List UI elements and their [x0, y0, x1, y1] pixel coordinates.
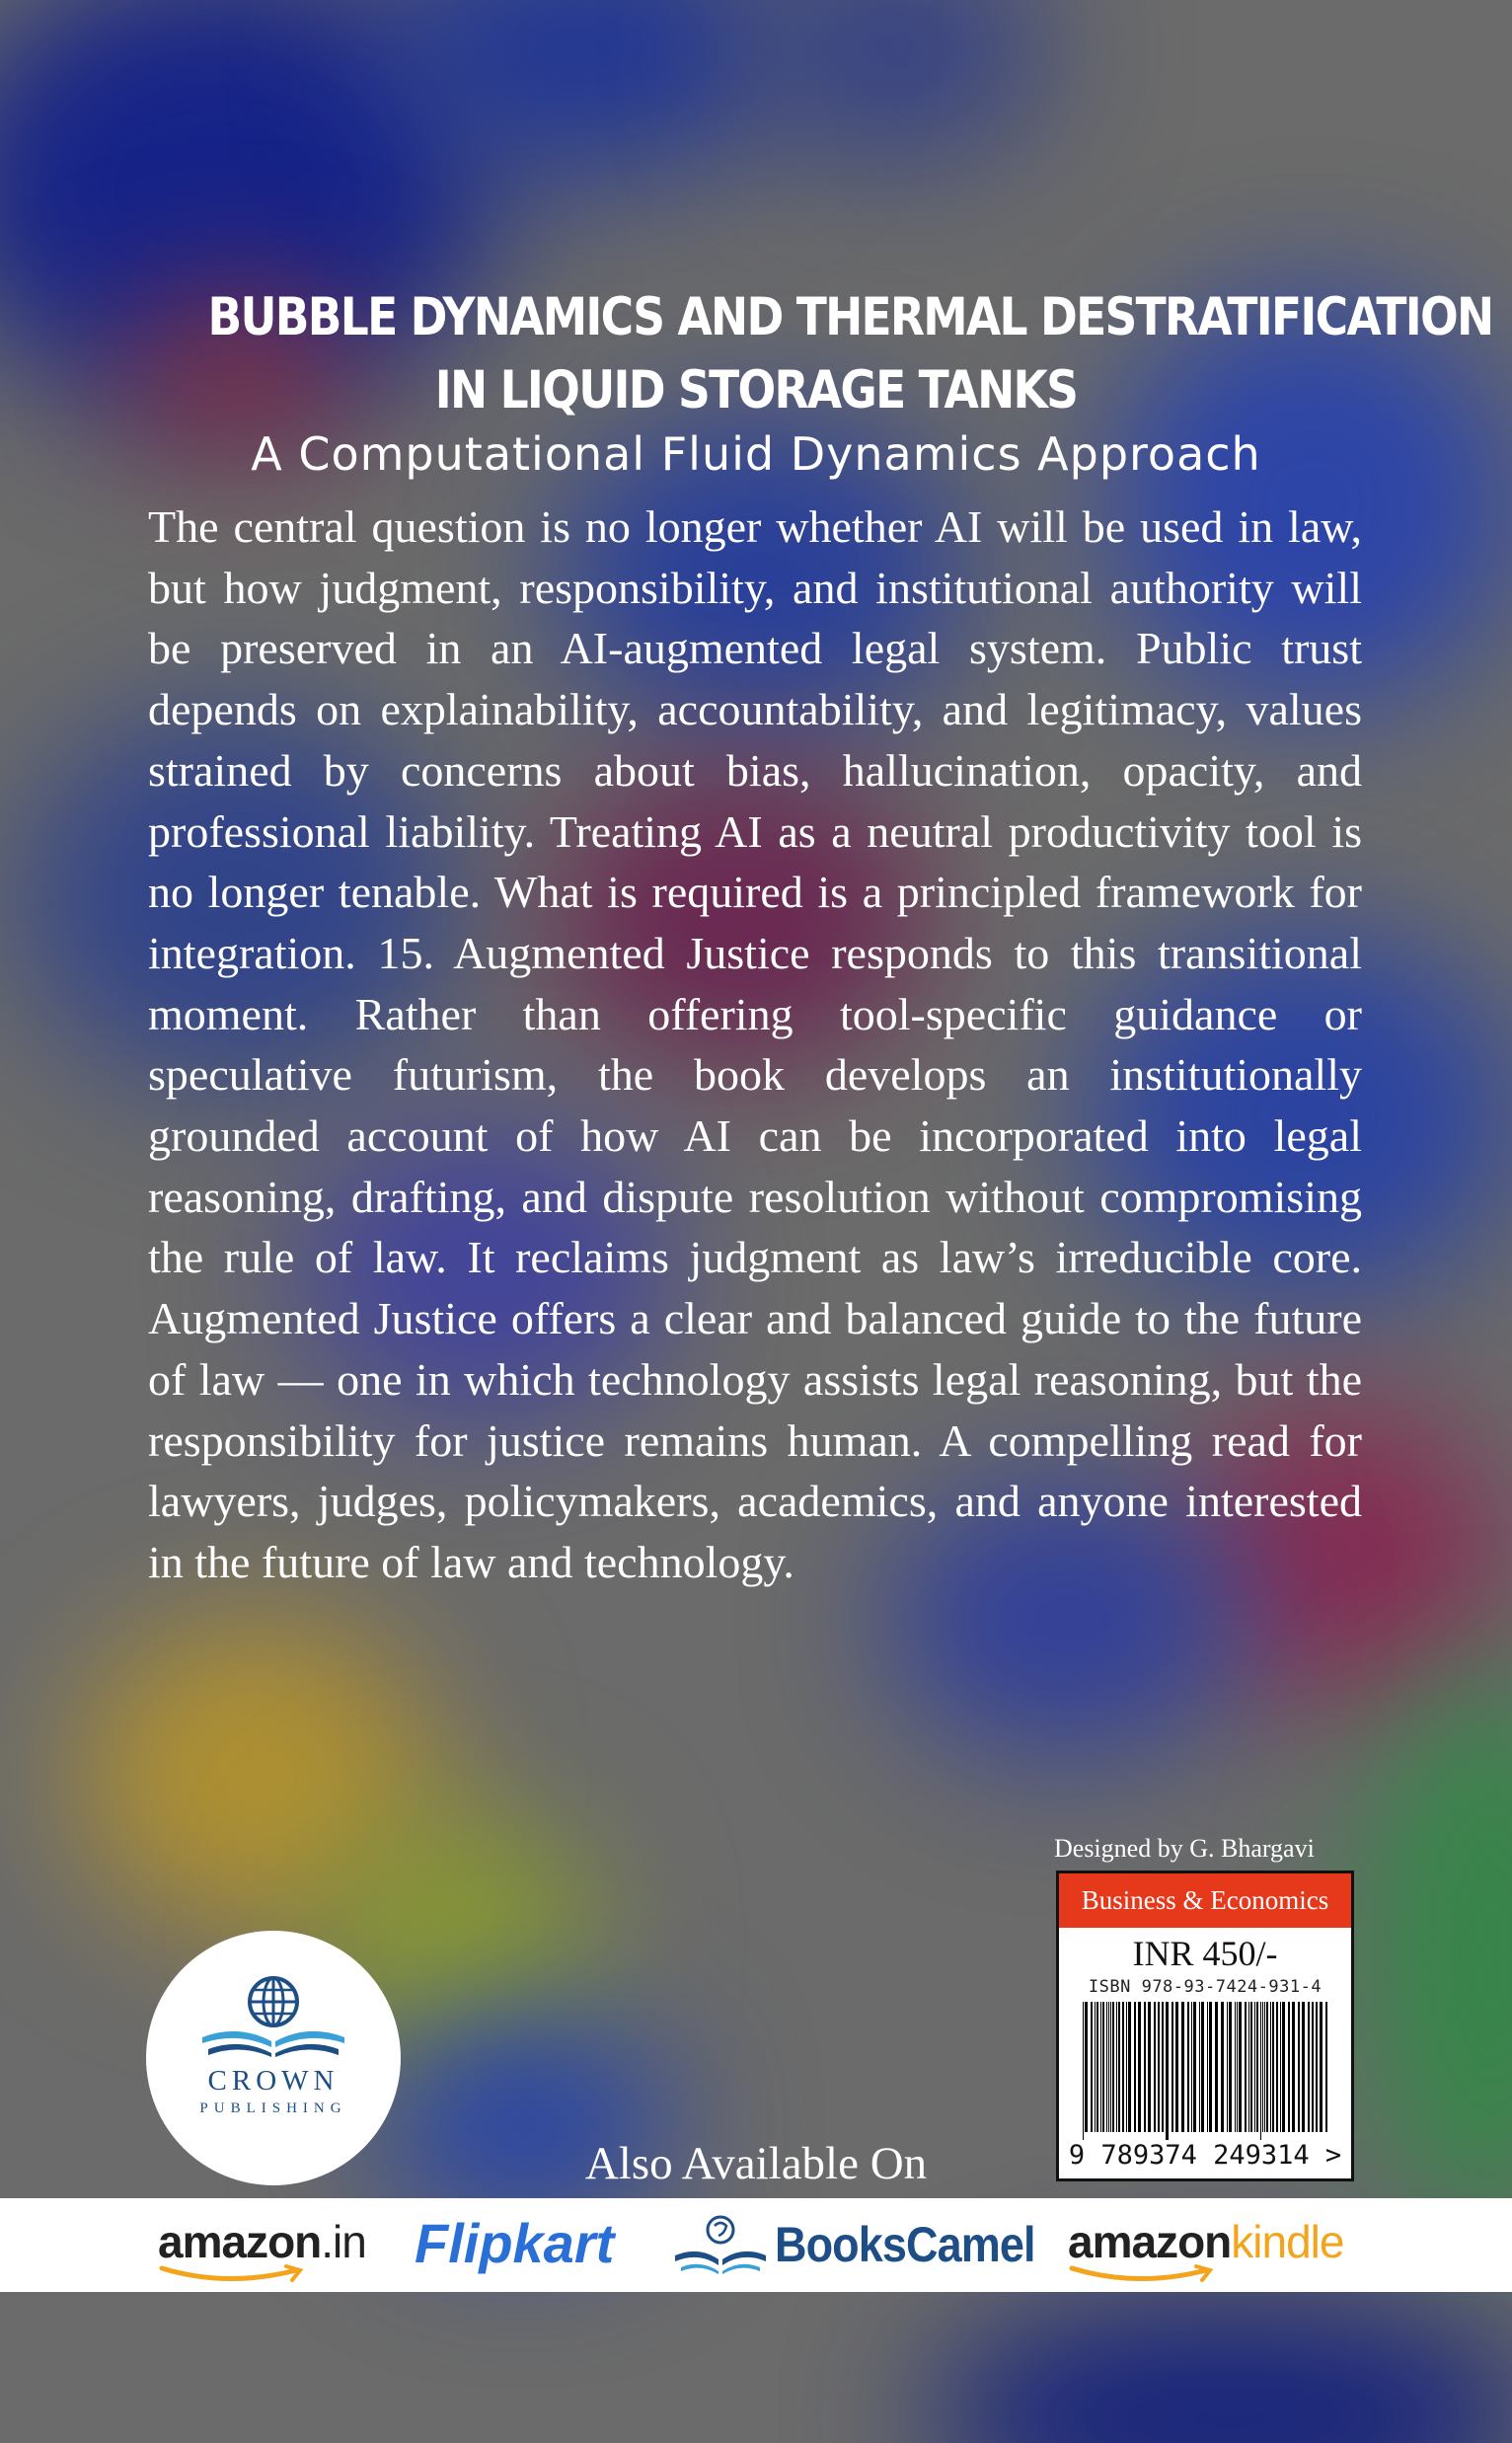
barcode-bar: [1106, 2002, 1107, 2132]
publisher-subtitle: PUBLISHING: [199, 2100, 347, 2116]
barcode-bar: [1235, 2002, 1236, 2132]
barcode-bar: [1181, 2002, 1184, 2132]
barcode-bar: [1254, 2002, 1255, 2132]
barcode-box: [1056, 1870, 1354, 2181]
barcode-bar: [1266, 2002, 1268, 2132]
barcode-bar: [1227, 2002, 1228, 2132]
barcode-bar: [1262, 2002, 1263, 2132]
amazon-in-wordmark: amazon: [158, 2216, 322, 2267]
barcode-bar: [1215, 2002, 1218, 2132]
barcode-bar: [1110, 2002, 1111, 2132]
barcode-bar: [1154, 2002, 1156, 2132]
barcode-bar: [1118, 2002, 1120, 2132]
barcode-bar: [1276, 2002, 1278, 2132]
isbn-label: ISBN 978-93-7424-931-4: [1088, 1977, 1323, 1997]
barcode-bar: [1175, 2002, 1178, 2132]
amazon-in-suffix: .in: [321, 2216, 366, 2267]
barcode-bar: [1229, 2002, 1232, 2132]
barcode-bar: [1250, 2002, 1252, 2132]
barcode-bar: [1102, 2002, 1104, 2132]
barcode-bars: [1083, 2002, 1331, 2140]
barcode-bar: [1128, 2002, 1131, 2132]
barcode-bar: [1100, 2002, 1101, 2132]
barcode-bar: [1308, 2002, 1310, 2132]
barcode-bar: [1292, 2002, 1295, 2132]
barcode-bar: [1239, 2002, 1242, 2132]
kindle-amazon-wordmark: amazon: [1068, 2216, 1232, 2267]
publisher-name: CROWN: [207, 2065, 340, 2097]
barcode-bar: [1112, 2002, 1114, 2132]
title-line-1: BUBBLE DYNAMICS AND THERMAL DESTRATIFICATION: [207, 287, 1493, 347]
barcode-bar: [1325, 2002, 1327, 2132]
globe-book-icon: [194, 1972, 352, 2066]
price-label: INR 450/-: [1132, 1934, 1278, 1973]
barcode-bar: [1221, 2002, 1224, 2132]
barcode-bar: [1245, 2002, 1247, 2132]
barcode-bar: [1260, 2002, 1261, 2140]
flipkart-logo: Flipkart: [415, 2212, 615, 2274]
bookscamel-icon: [671, 2212, 770, 2281]
barcode-bar: [1256, 2002, 1258, 2132]
title-line-2: IN LIQUID STORAGE TANKS: [434, 360, 1078, 420]
barcode-bar: [1264, 2002, 1265, 2132]
barcode-bar: [1172, 2002, 1173, 2132]
bookscamel-wordmark: BooksCamel: [775, 2217, 1035, 2272]
kindle-wordmark: kindle: [1231, 2216, 1344, 2267]
barcode-bar: [1193, 2002, 1196, 2132]
barcode-bar: [1166, 2002, 1169, 2140]
barcode-bar: [1248, 2002, 1249, 2132]
barcode-bar: [1116, 2002, 1117, 2132]
also-available-heading: Also Available On: [584, 2138, 928, 2189]
barcode-digits: 9 789374 249314 >: [1068, 2140, 1342, 2171]
barcode-bar: [1091, 2002, 1093, 2132]
barcode-bar: [1280, 2002, 1281, 2132]
barcode-bar: [1148, 2002, 1151, 2132]
barcode-bar: [1298, 2002, 1300, 2132]
barcode-bar: [1144, 2002, 1146, 2132]
barcode-bar: [1085, 2002, 1088, 2132]
barcode-bar: [1095, 2002, 1096, 2132]
barcode-bar: [1209, 2002, 1212, 2132]
barcode-bar: [1126, 2002, 1127, 2132]
amazon-smile-icon: [158, 2264, 316, 2284]
barcode-bar: [1134, 2002, 1136, 2132]
barcode-bar: [1272, 2002, 1274, 2132]
retailer-strip: [0, 2198, 1512, 2292]
barcode-bar: [1158, 2002, 1160, 2132]
barcode-bar: [1096, 2002, 1098, 2132]
barcode-bar: [1320, 2002, 1323, 2132]
category-label: Business & Economics: [1059, 1873, 1351, 1928]
barcode-bar: [1237, 2002, 1238, 2132]
barcode-bar: [1302, 2002, 1305, 2132]
barcode-bar: [1199, 2002, 1200, 2132]
barcode-bar: [1316, 2002, 1318, 2132]
barcode-bar: [1162, 2002, 1164, 2132]
barcode-bar: [1191, 2002, 1192, 2132]
book-subtitle: A Computational Fluid Dynamics Approach: [251, 427, 1261, 481]
barcode-bar: [1312, 2002, 1314, 2132]
amazon-smile-icon: [1068, 2264, 1226, 2284]
barcode-bar: [1282, 2002, 1285, 2132]
designer-credit: Designed by G. Bhargavi: [1054, 1834, 1315, 1863]
barcode-bar: [1138, 2002, 1141, 2132]
barcode-bar: [1288, 2002, 1290, 2132]
barcode-bar: [1108, 2002, 1109, 2132]
back-cover-blurb: The central question is no longer whether AI will be used in law, but how judgment, responsibility, and institutional authority will be preserved in an AI-augmented legal system. Public trust depends on explainability, accountability, and legitimacy, values strained by concerns about bias, hallucination, opacity, and professional liability. Treating AI as a neutral productivity tool is no longer tenable. What is required is a principled framework for integration. 15. Augmented Justice responds to this transitional moment. Rather than offering tool-specific guidance or speculative futurism, the book develops an institutionally grounded account of how AI can be incorporated into legal reasoning, drafting, and dispute resolution without compromising the rule of law. It reclaims judgment as law’s irreducible core. Augmented Justice offers a clear and balanced guide to the future of law — one in which technology assists legal reasoning, but the responsibility for justice remains human. A compelling read for lawyers, judges, policymakers, academics, and anyone interested in the future of law and technology.: [148, 501, 1362, 1587]
book-title: [207, 281, 1493, 427]
barcode-bar: [1201, 2002, 1204, 2132]
amazon-in-logo: [158, 2215, 366, 2309]
barcode-bar: [1122, 2002, 1124, 2132]
barcode-bar: [1270, 2002, 1271, 2132]
amazon-kindle-logo: [1068, 2215, 1343, 2309]
barcode-bar: [1083, 2002, 1084, 2140]
bookscamel-logo: [671, 2212, 1035, 2281]
barcode-bar: [1187, 2002, 1189, 2132]
barcode-bar: [1207, 2002, 1208, 2132]
